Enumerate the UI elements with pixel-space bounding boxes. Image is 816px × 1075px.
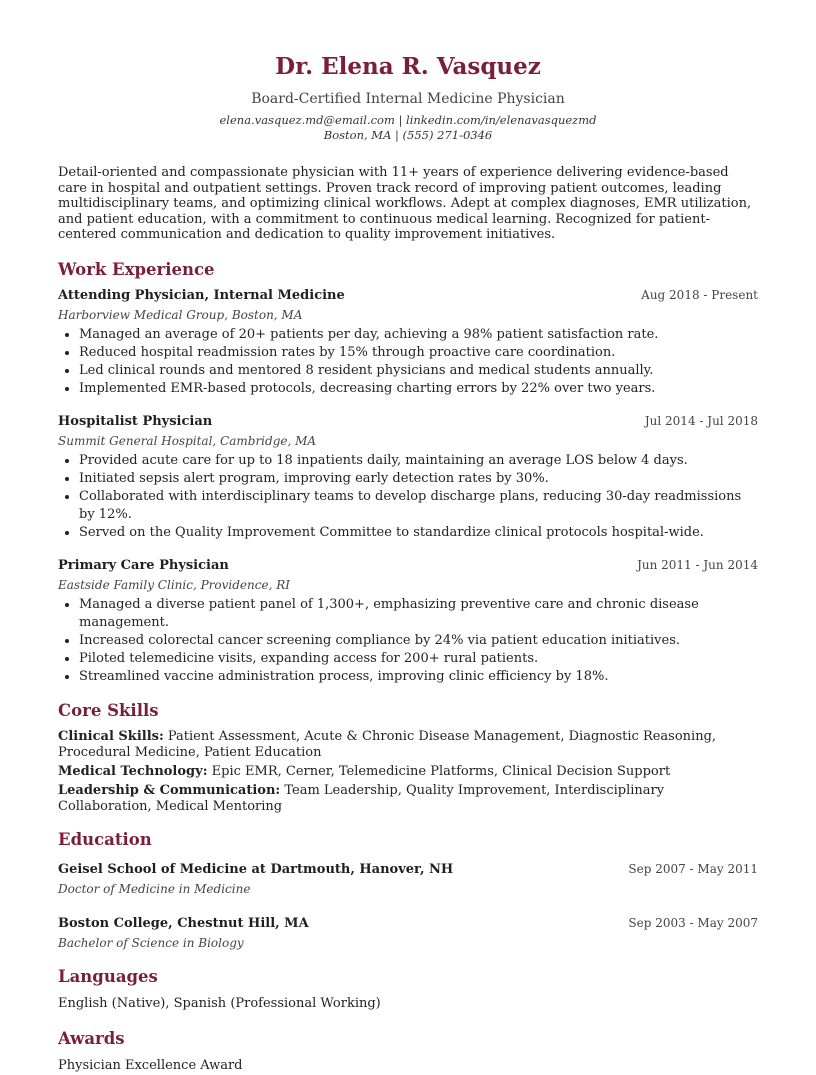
contact-email-linkedin: elena.vasquez.md@email.com | linkedin.com/in/elenavasquezmd (219, 113, 597, 127)
job-bullet: • Reduced hospital readmission rates by 15% through proactive care coordination. (79, 344, 758, 362)
job-bullet: • Collaborated with interdisciplinary teams to develop discharge plans, reducing 30-day readmissions by 12%. (79, 488, 758, 524)
education-dates: Sep 2003 - May 2007 (628, 915, 758, 930)
candidate-name: Dr. Elena R. Vasquez (275, 53, 541, 80)
skill-values: Epic EMR, Cerner, Telemedicine Platforms, Clinical Decision Support (211, 763, 671, 779)
job-entry (58, 557, 758, 686)
skill-values: Patient Assessment, Acute & Chronic Disease Management, Diagnostic Reasoning, Procedural Medicine, Patient Education (58, 728, 717, 760)
education-entry (58, 915, 758, 952)
degree: Doctor of Medicine in Medicine (58, 881, 251, 896)
contact-location-phone: Boston, MA | (555) 271-0346 (323, 128, 493, 142)
skill-line (58, 729, 758, 761)
skill-category: Clinical Skills: (58, 728, 164, 744)
awards-heading: Awards (58, 1028, 125, 1048)
job-dates: Jul 2014 - Jul 2018 (644, 413, 758, 428)
job-title: Attending Physician, Internal Medicine (58, 287, 345, 303)
school-name: Geisel School of Medicine at Dartmouth, Hanover, NH (58, 861, 454, 877)
awards-list: Physician Excellence Award (58, 1057, 243, 1073)
work-experience-heading: Work Experience (58, 259, 215, 279)
job-bullet: • Initiated sepsis alert program, improving early detection rates by 30%. (79, 470, 758, 488)
job-bullet: • Increased colorectal cancer screening compliance by 24% via patient education initiatives. (79, 632, 758, 650)
job-entry (58, 413, 758, 542)
job-bullet: • Led clinical rounds and mentored 8 resident physicians and medical students annually. (79, 362, 758, 380)
job-dates: Jun 2011 - Jun 2014 (637, 557, 758, 572)
skill-line (58, 783, 758, 815)
job-bullet: • Managed an average of 20+ patients per day, achieving a 98% patient satisfaction rate. (79, 326, 758, 344)
job-organization: Harborview Medical Group, Boston, MA (58, 307, 303, 322)
degree: Bachelor of Science in Biology (58, 935, 244, 950)
school-name: Boston College, Chestnut Hill, MA (58, 915, 309, 931)
skill-category: Medical Technology: (58, 763, 208, 779)
professional-title: Board-Certified Internal Medicine Physician (251, 91, 565, 107)
job-dates: Aug 2018 - Present (641, 287, 758, 302)
skill-line (58, 764, 758, 780)
languages-heading: Languages (58, 966, 158, 986)
job-title: Primary Care Physician (58, 557, 229, 573)
education-entry (58, 861, 758, 898)
job-title: Hospitalist Physician (58, 413, 213, 429)
job-bullet: • Managed a diverse patient panel of 1,300+, emphasizing preventive care and chronic disease management. (79, 596, 758, 632)
core-skills-heading: Core Skills (58, 700, 159, 720)
job-entry (58, 287, 758, 398)
skills-list (58, 729, 758, 815)
skill-category: Leadership & Communication: (58, 782, 281, 798)
job-bullet: • Provided acute care for up to 18 inpatients daily, maintaining an average LOS below 4 days. (79, 452, 758, 470)
languages-list: English (Native), Spanish (Professional Working) (58, 995, 381, 1011)
job-organization: Eastside Family Clinic, Providence, RI (58, 577, 290, 592)
job-bullets (58, 452, 758, 542)
job-bullet: • Implemented EMR-based protocols, decreasing charting errors by 22% over two years. (79, 380, 758, 398)
job-bullet: • Served on the Quality Improvement Committee to standardize clinical protocols hospital-wide. (79, 524, 758, 542)
job-organization: Summit General Hospital, Cambridge, MA (58, 433, 317, 448)
job-bullet: • Streamlined vaccine administration process, improving clinic efficiency by 18%. (79, 668, 758, 686)
professional-summary: Detail-oriented and compassionate physician with 11+ years of experience delivering evidence-based care in hospital and outpatient settings. Proven track record of improving patient outcomes, leading multidisciplinary teams, and optimizing clinical workflows. Adept at complex diagnoses, EMR utilization, and patient education, with a commitment to continuous medical learning. Recognized for patient-centered communication and dedication to quality improvement initiatives. (58, 165, 752, 242)
job-bullets (58, 326, 758, 398)
job-bullets (58, 596, 758, 686)
education-dates: Sep 2007 - May 2011 (628, 861, 758, 876)
job-bullet: • Piloted telemedicine visits, expanding access for 200+ rural patients. (79, 650, 758, 668)
education-heading: Education (58, 829, 152, 849)
skill-values: Team Leadership, Quality Improvement, Interdisciplinary Collaboration, Medical Mentoring (58, 782, 665, 814)
